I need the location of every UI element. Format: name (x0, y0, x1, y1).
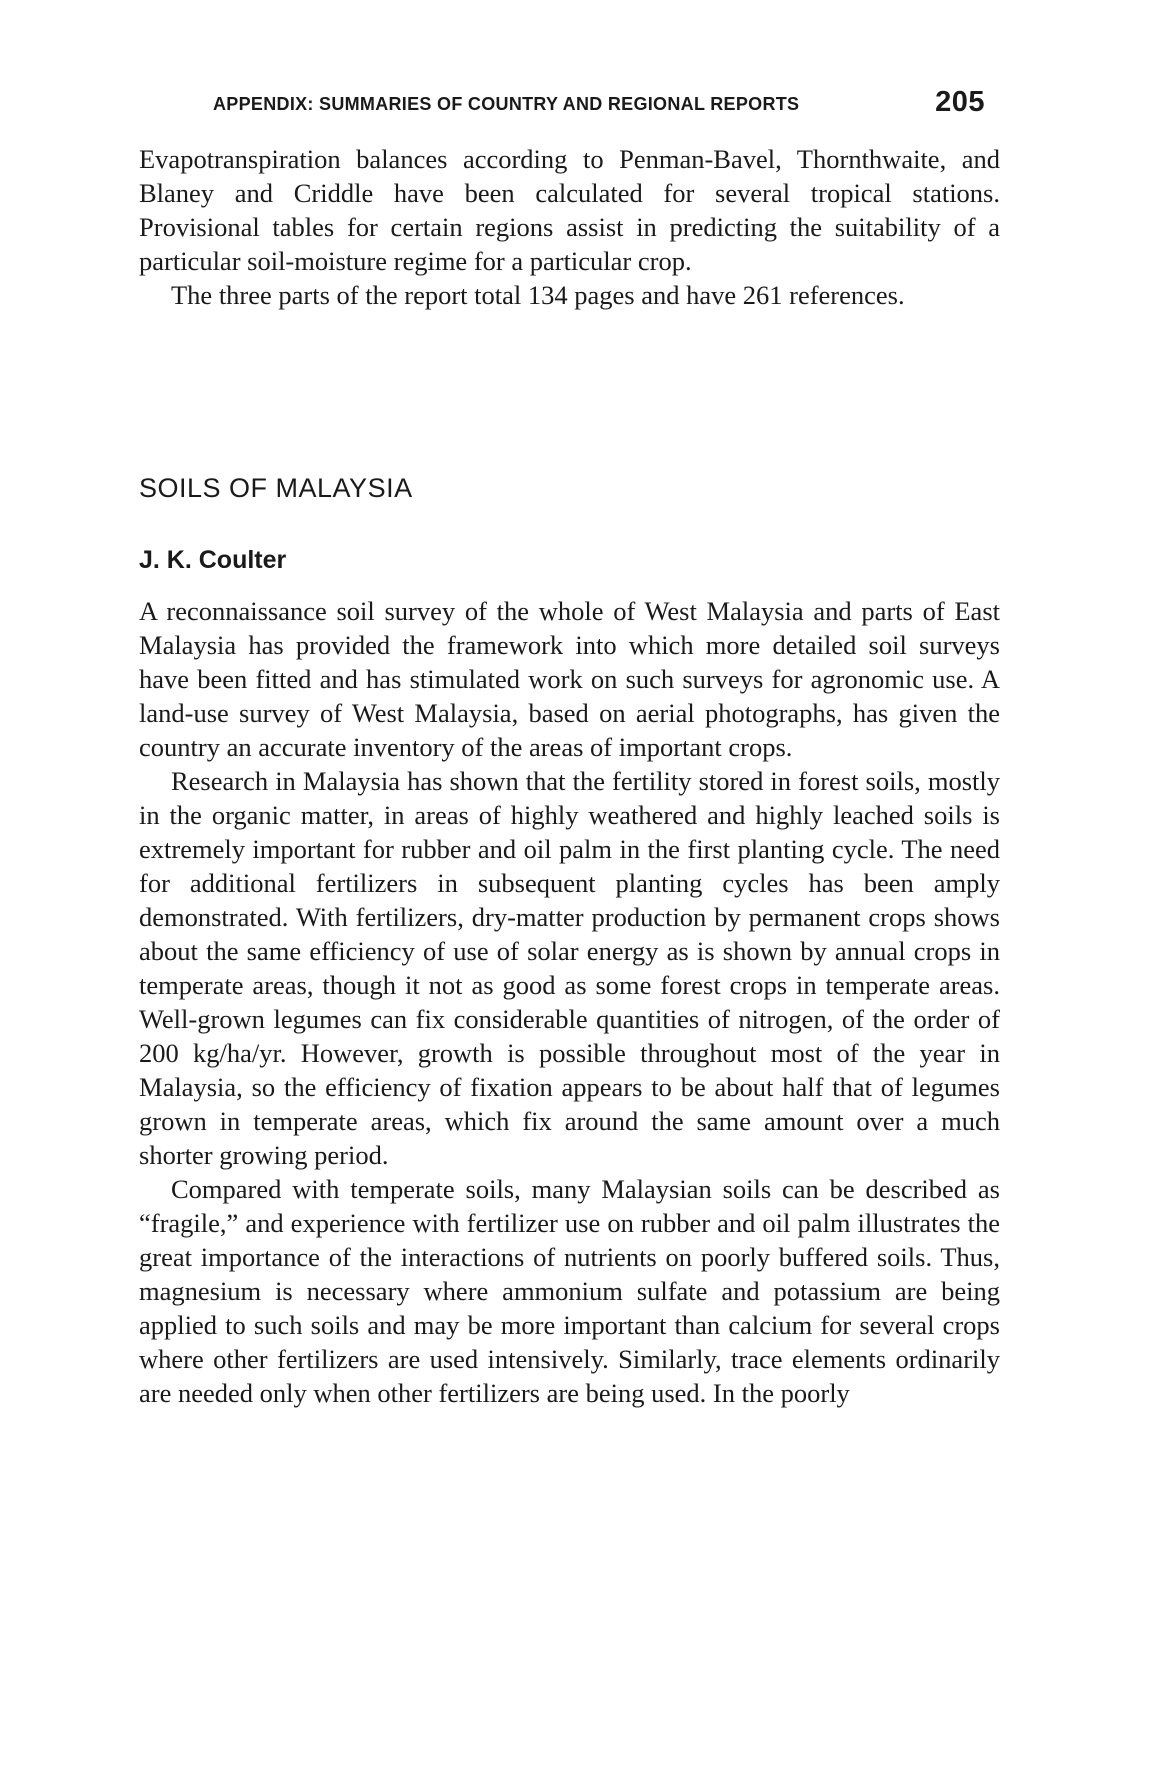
intro-paragraph: Evapotranspiration balances according to Penman-Bavel, Thornthwaite, and Blaney and Criddle have been calculated for several tropical stations. Provisional tables for certain regions assist in predicting the suitability of a particular soil-moisture regime for a particular crop. (139, 144, 1000, 276)
body-paragraph: Compared with temperate soils, many Malaysian soils can be described as “fragile,” and experience with fertilizer use on rubber and oil palm illustrates the great importance of the interactions of nutrients on poorly buffered soils. Thus, magnesium is necessary where ammonium sulfate and potassium are being applied to such soils and may be more important than calcium for several crops where other fertilizers are used intensively. Similarly, trace elements ordinarily are needed only when other fertilizers are being used. In the poorly (139, 1174, 1000, 1408)
intro-text (139, 142, 1000, 312)
section-body (139, 594, 1000, 1410)
intro-paragraph: The three parts of the report total 134 pages and have 261 references. (171, 280, 905, 310)
running-head (213, 84, 985, 124)
page-number: 205 (935, 86, 985, 118)
section-author: J. K. Coulter (139, 546, 287, 574)
section-title: SOILS OF MALAYSIA (139, 473, 413, 503)
body-paragraph: Research in Malaysia has shown that the fertility stored in forest soils, mostly in the organic matter, in areas of highly weathered and highly leached soils is extremely important for rubber and oil palm in the first planting cycle. The need for additional fertilizers in subsequent planting cycles has been amply demonstrated. With fertilizers, dry-matter production by permanent crops shows about the same efficiency of use of solar energy as is shown by annual crops in temperate areas, though it not as good as some forest crops in temperate areas. Well-grown legumes can fix considerable quantities of nitrogen, of the order of 200 kg/ha/yr. However, growth is possible throughout most of the year in Malaysia, so the efficiency of fixation appears to be about half that of legumes grown in temperate areas, which fix around the same amount over a much shorter growing period. (139, 766, 1000, 1170)
body-paragraph: A reconnaissance soil survey of the whole of West Malaysia and parts of East Malaysia has provided the framework into which more detailed soil surveys have been fitted and has stimulated work on such surveys for agronomic use. A land-use survey of West Malaysia, based on aerial photographs, has given the country an accurate inventory of the areas of important crops. (139, 596, 1000, 762)
running-title: APPENDIX: SUMMARIES OF COUNTRY AND REGIONAL REPORTS (213, 94, 800, 114)
